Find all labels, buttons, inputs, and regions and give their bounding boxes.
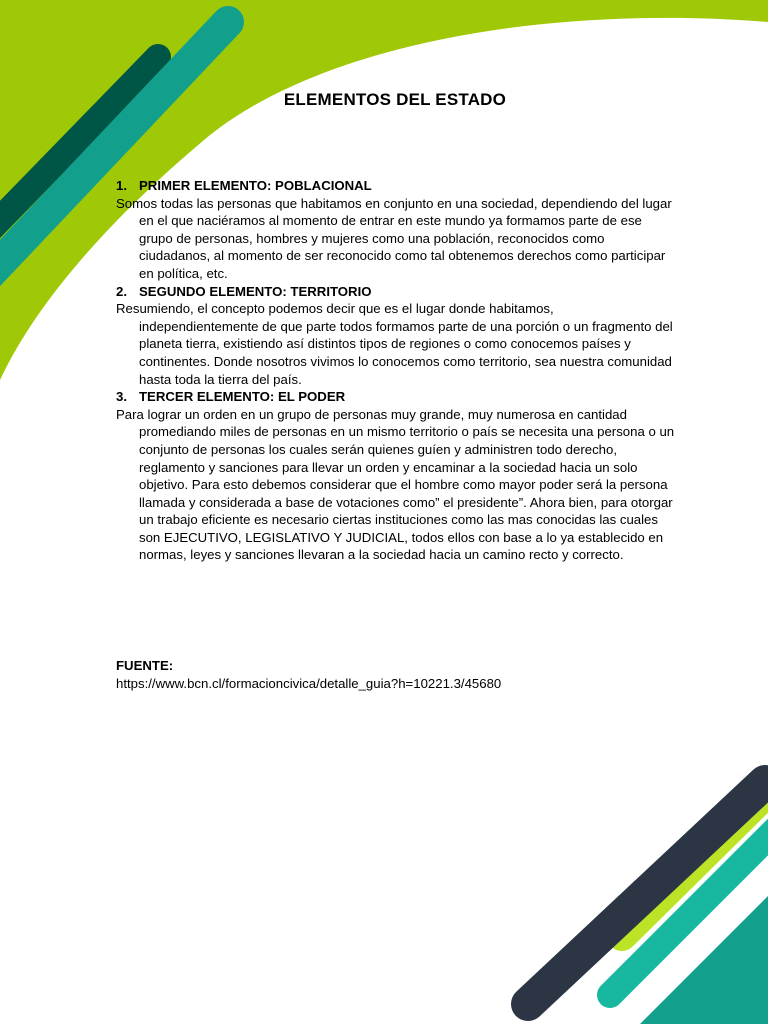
section-heading-text: TERCER ELEMENTO: EL PODER [139, 389, 346, 405]
section-paragraph: Para lograr un orden en un grupo de personas muy grande, muy numerosa en cantidad promediando miles de personas en un mismo territorio o país se necesita una persona o un conjunto de personas los cuales serán quienes guíen y administren todo derecho, reglamento y sanciones para llevar un orden y encaminar a la sociedad hacia un solo objetivo. Para esto debemos considerar que el hombre como mayor poder será la persona llamada y considerada a base de votaciones como” el presidente”. Ahora bien, para otorgar un trabajo eficiente es necesario ciertas instituciones como las mas conocidas las cuales son EJECUTIVO, LEGISLATIVO Y JUDICIAL, todos ellos con base a lo ya establecido en normas, leyes y sanciones llevaran a la sociedad hacia un camino recto y correcto. [116, 406, 675, 563]
source-block [116, 657, 501, 693]
section-poder [116, 388, 676, 564]
section-paragraph: Resumiendo, el concepto podemos decir que es el lugar donde habitamos, independientemente de que parte todos formamos parte de una porción o un fragmento del planeta tierra, existiendo así distintos tipos de regiones o como conocemos países y continentes. Donde nosotros vivimos lo conocemos como territorio, sea nuestra comunidad hasta toda la tierra del país. [116, 301, 673, 387]
sections-list [116, 177, 676, 564]
section-heading [116, 388, 676, 406]
document-title: ELEMENTOS DEL ESTADO [283, 90, 507, 109]
section-heading-text: PRIMER ELEMENTO: POBLACIONAL [139, 178, 372, 193]
source-label: FUENTE: [116, 658, 174, 673]
section-number: 3. [116, 389, 127, 405]
section-heading [116, 177, 676, 195]
section-heading-text: SEGUNDO ELEMENTO: TERRITORIO [139, 283, 372, 299]
section-poblacional [116, 177, 676, 283]
section-heading [116, 283, 676, 301]
section-number: 2. [116, 283, 127, 299]
source-url: https://www.bcn.cl/formacioncivica/detalle_guia?h=10221.3/45680 [116, 676, 502, 691]
section-territorio [116, 283, 676, 389]
section-paragraph: Somos todas las personas que habitamos en conjunto en una sociedad, dependiendo del lugar en el que naciéramos al momento de entrar en este mundo ya formamos parte de ese grupo de personas, hombres y mujeres como una población, reconocidos como ciudadanos, al momento de ser reconocido como tal obtenemos derechos como participar en política, etc. [116, 195, 672, 281]
section-number: 1. [116, 178, 127, 193]
